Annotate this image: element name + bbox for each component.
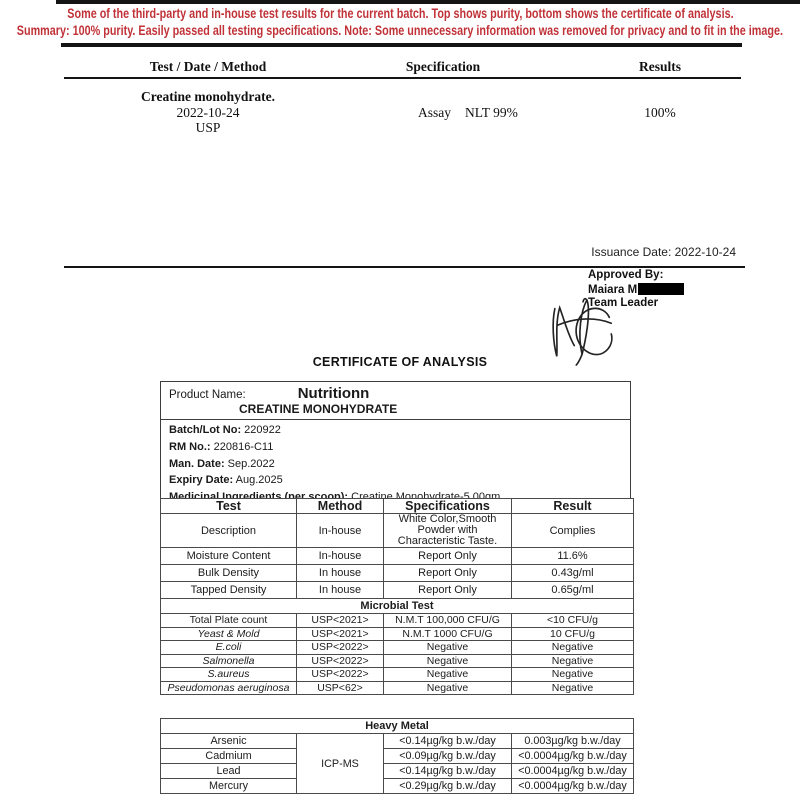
method-cell: In house xyxy=(297,565,384,582)
heavy-metal-section-header: Heavy Metal xyxy=(161,719,634,734)
method-cell: USP<2021> xyxy=(297,627,384,641)
approved-by-label: Approved By: xyxy=(588,269,664,281)
purity-test-name: Creatine monohydrate. xyxy=(141,89,275,104)
metal-name-cell: Lead xyxy=(161,764,297,779)
test-row xyxy=(161,565,634,582)
redaction-box xyxy=(638,283,684,295)
product-field-row xyxy=(169,439,622,456)
test-name-cell: Bulk Density xyxy=(161,565,297,582)
test-name-cell: S.aureus xyxy=(161,668,297,682)
test-name-cell: Description xyxy=(161,514,297,548)
heavy-metal-row xyxy=(161,749,634,764)
method-cell: In-house xyxy=(297,514,384,548)
col-header-specifications: Specifications xyxy=(384,499,512,514)
microbial-row xyxy=(161,654,634,668)
product-field-label: RM No.: xyxy=(169,440,211,453)
purity-test-method: USP xyxy=(195,120,221,135)
specification-cell: Negative xyxy=(384,654,512,668)
test-name-cell: Moisture Content xyxy=(161,548,297,565)
product-field-row xyxy=(169,456,622,473)
specification-cell: <0.14µg/kg b.w./day xyxy=(384,734,512,749)
method-cell: In house xyxy=(297,582,384,599)
test-name-cell: Salmonella xyxy=(161,654,297,668)
banner-line-1 xyxy=(0,5,800,22)
product-field-value: 220922 xyxy=(241,424,281,436)
microbial-row xyxy=(161,614,634,628)
specification-cell: White Color,Smooth Powder with Characteristic Taste. xyxy=(384,514,512,548)
heavy-metal-row xyxy=(161,764,634,779)
brand-name: Nutritionn xyxy=(297,385,370,402)
product-info-box xyxy=(160,381,631,510)
purity-header-results: Results xyxy=(638,59,681,74)
specification-cell: Negative xyxy=(384,681,512,695)
specification-cell: N.M.T 100,000 CFU/G xyxy=(384,614,512,628)
specification-cell: Report Only xyxy=(384,548,512,565)
specification-cell: Report Only xyxy=(384,565,512,582)
assay-spec-value: NLT 99% xyxy=(465,105,518,120)
certificate-title: CERTIFICATE OF ANALYSIS xyxy=(312,355,488,369)
specification-cell: N.M.T 1000 CFU/G xyxy=(384,627,512,641)
product-fields xyxy=(161,420,630,509)
product-field-value: Sep.2022 xyxy=(224,457,275,470)
product-field-value: Aug.2025 xyxy=(233,474,283,487)
test-row xyxy=(161,514,634,548)
result-cell: Negative xyxy=(512,641,634,655)
approver-title: Team Leader xyxy=(588,297,659,309)
product-name-row xyxy=(169,385,622,402)
heavy-metal-table xyxy=(160,718,634,794)
method-cell: USP<2021> xyxy=(297,614,384,628)
result-cell: Negative xyxy=(512,654,634,668)
heavy-metal-header-row xyxy=(161,719,634,734)
test-name-cell: Yeast & Mold xyxy=(161,627,297,641)
microbial-header-row xyxy=(161,599,634,614)
test-name-cell: E.coli xyxy=(161,641,297,655)
product-field-label: Batch/Lot No: xyxy=(169,424,242,436)
product-field-label: Expiry Date: xyxy=(169,474,234,487)
result-cell: 0.65g/ml xyxy=(512,582,634,599)
col-header-method: Method xyxy=(297,499,384,514)
result-cell: 0.43g/ml xyxy=(512,565,634,582)
result-cell: Negative xyxy=(512,681,634,695)
result-cell: 10 CFU/g xyxy=(512,627,634,641)
result-cell: Complies xyxy=(512,514,634,548)
metal-name-cell: Arsenic xyxy=(161,734,297,749)
method-cell: USP<2022> xyxy=(297,668,384,682)
microbial-row xyxy=(161,627,634,641)
result-cell: 0.003µg/kg b.w./day xyxy=(512,734,634,749)
test-name-cell: Tapped Density xyxy=(161,582,297,599)
test-name-cell: Total Plate count xyxy=(161,614,297,628)
col-header-test: Test xyxy=(161,499,297,514)
result-cell: 11.6% xyxy=(512,548,634,565)
method-cell: USP<62> xyxy=(297,681,384,695)
method-cell: USP<2022> xyxy=(297,641,384,655)
signature-divider-rule xyxy=(64,266,745,268)
result-cell: <0.0004µg/kg b.w./day xyxy=(512,749,634,764)
method-cell: USP<2022> xyxy=(297,654,384,668)
test-row xyxy=(161,548,634,565)
approver-name: Maiara M xyxy=(588,283,638,296)
result-cell: Negative xyxy=(512,668,634,682)
banner-line-2-text: Summary: 100% purity. Easily passed all testing specifications. Note: Some unnecessary information was removed for privacy and to fit in the image. xyxy=(16,23,784,38)
test-row xyxy=(161,582,634,599)
result-cell: <10 CFU/g xyxy=(512,614,634,628)
heavy-metal-row xyxy=(161,734,634,749)
product-field-row xyxy=(169,472,622,489)
product-field-row xyxy=(169,422,622,439)
specification-cell: <0.09µg/kg b.w./day xyxy=(384,749,512,764)
purity-result-value: 100% xyxy=(644,105,676,120)
purity-header-underline xyxy=(64,77,741,79)
metal-name-cell: Cadmium xyxy=(161,749,297,764)
microbial-row xyxy=(161,681,634,695)
page-top-crop-bar xyxy=(56,0,800,4)
specification-cell: Report Only xyxy=(384,582,512,599)
purity-header-specification: Specification xyxy=(405,59,481,74)
result-cell: <0.0004µg/kg b.w./day xyxy=(512,779,634,794)
purity-specification-cell xyxy=(418,105,518,121)
col-header-result: Result xyxy=(512,499,634,514)
test-name-cell: Pseudomonas aeruginosa xyxy=(161,681,297,695)
banner-line-2 xyxy=(0,22,800,39)
specification-cell: Negative xyxy=(384,641,512,655)
result-cell: <0.0004µg/kg b.w./day xyxy=(512,764,634,779)
specification-cell: <0.29µg/kg b.w./day xyxy=(384,779,512,794)
issuance-date: Issuance Date: 2022-10-24 xyxy=(591,245,736,259)
product-name-section xyxy=(161,382,630,420)
purity-test-date: 2022-10-24 xyxy=(176,105,240,120)
thick-divider-rule xyxy=(61,43,742,47)
purity-header-test-date-method: Test / Date / Method xyxy=(149,59,267,74)
microbial-row xyxy=(161,641,634,655)
specification-cell: Negative xyxy=(384,668,512,682)
icp-ms-method-cell: ICP-MS xyxy=(297,734,384,794)
metal-name-cell: Mercury xyxy=(161,779,297,794)
product-field-value: 220816-C11 xyxy=(210,440,274,453)
microbial-row xyxy=(161,668,634,682)
specification-cell: <0.14µg/kg b.w./day xyxy=(384,764,512,779)
product-field-label: Man. Date: xyxy=(169,457,225,470)
red-note-banner xyxy=(0,5,800,39)
method-cell: In-house xyxy=(297,548,384,565)
microbial-section-header: Microbial Test xyxy=(161,599,634,614)
assay-label: Assay xyxy=(418,105,451,120)
test-results-table xyxy=(160,498,634,695)
test-table-header-row xyxy=(161,499,634,514)
banner-line-1-text: Some of the third-party and in-house test results for the current batch. Top shows purity, bottom shows the certificate of analysis. xyxy=(66,6,734,21)
product-name-value: CREATINE MONOHYDRATE xyxy=(239,402,398,416)
heavy-metal-row xyxy=(161,779,634,794)
product-name-label: Product Name: xyxy=(169,389,246,401)
